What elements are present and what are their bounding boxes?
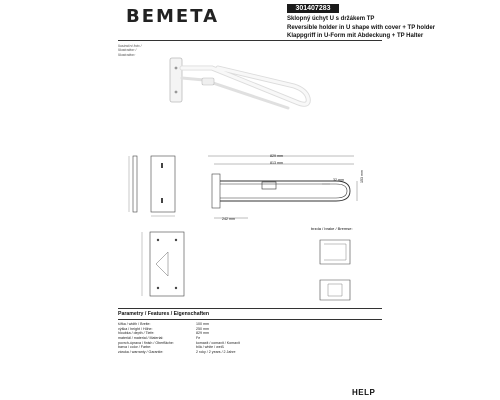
dim-label-829: 829 mm	[270, 154, 283, 158]
dim-label-242: 242 mm	[222, 217, 235, 221]
wall-plate-photo	[170, 58, 182, 102]
mount-hole-2	[175, 239, 177, 241]
param-value: Fe	[196, 335, 201, 340]
mount-hole-3	[157, 287, 159, 289]
param-row	[118, 350, 256, 355]
product-title-cz: Sklopný úchyt U s držákem TP	[287, 16, 375, 22]
dim-label-32: 32 mm	[333, 178, 344, 182]
param-key: výška / height / Höhe:	[118, 326, 153, 331]
parameters-title: Parametry / Features / Eigenschaften	[118, 311, 210, 317]
hinge-bracket-view	[156, 252, 168, 276]
param-key: povrch-úprava / finish / Oberfläche:	[118, 340, 174, 345]
product-titles	[287, 15, 435, 41]
mounting-plate-detail	[138, 228, 192, 302]
dim-label-153: 153 mm	[360, 170, 364, 183]
mount-hole-1	[157, 239, 159, 241]
param-key: záruka / warranty / Garantie:	[118, 349, 164, 354]
product-title-en: Reversible holder in U shape with cover + TP holder	[287, 24, 436, 31]
param-key: šířka / width / Breite:	[118, 322, 151, 326]
tp-holder-view	[262, 182, 276, 189]
plate-slot-bottom	[161, 198, 163, 203]
plate-slot-top	[161, 163, 163, 168]
screw-photo-top	[175, 67, 178, 70]
brake-housing-bottom	[320, 280, 350, 300]
plate-side-view	[133, 156, 137, 212]
dim-label-813: 813 mm	[270, 161, 283, 165]
param-key: materiál / material / Material:	[118, 335, 164, 340]
brake-housing-top	[320, 240, 350, 264]
screw-photo-bottom	[175, 91, 178, 94]
params-title-underline	[118, 319, 382, 320]
brand-logo: BEMETA	[126, 6, 220, 27]
header-divider	[118, 40, 382, 41]
parameters-table	[118, 322, 256, 355]
param-key: barva / color / Farbe:	[118, 345, 152, 350]
mount-hole-4	[175, 287, 177, 289]
u-bar-inner-view	[220, 184, 347, 198]
param-key: hloubka / depth / Tiefe:	[118, 331, 155, 336]
help-brand: HELP	[352, 388, 376, 397]
product-photo	[160, 54, 320, 116]
illustration-note	[118, 44, 142, 57]
param-value: 2 roky / 2 years / 2 Jahre	[196, 349, 236, 354]
product-title-de: Klappgriff in U-Form mit Abdeckung + TP Halter	[287, 33, 424, 39]
illus-label-en: Illustration /	[118, 48, 137, 53]
brake-label: brzda / brake / Bremse:	[311, 226, 353, 231]
illus-label-cz: Ilustrační foto /	[118, 44, 142, 48]
param-value: 250 mm	[196, 326, 209, 331]
u-bar-photo	[182, 68, 308, 104]
param-value: 100 mm	[196, 322, 209, 326]
product-code-badge: 301407283	[287, 4, 339, 13]
brake-detail	[314, 234, 360, 310]
mount-block-view	[212, 174, 220, 208]
param-value: bílá / white / weiß	[196, 345, 224, 350]
wall-plate-views	[118, 150, 188, 222]
mounting-plate-frame	[150, 232, 184, 296]
tp-holder-photo	[202, 78, 214, 85]
illus-label-de: Illustration:	[118, 52, 136, 57]
brake-mechanism	[328, 284, 342, 296]
param-value: komaxit / comaxit / Komaxit	[196, 340, 240, 345]
param-value: 829 mm	[196, 331, 209, 336]
params-divider	[118, 308, 382, 309]
brake-housing-inner	[324, 244, 346, 260]
